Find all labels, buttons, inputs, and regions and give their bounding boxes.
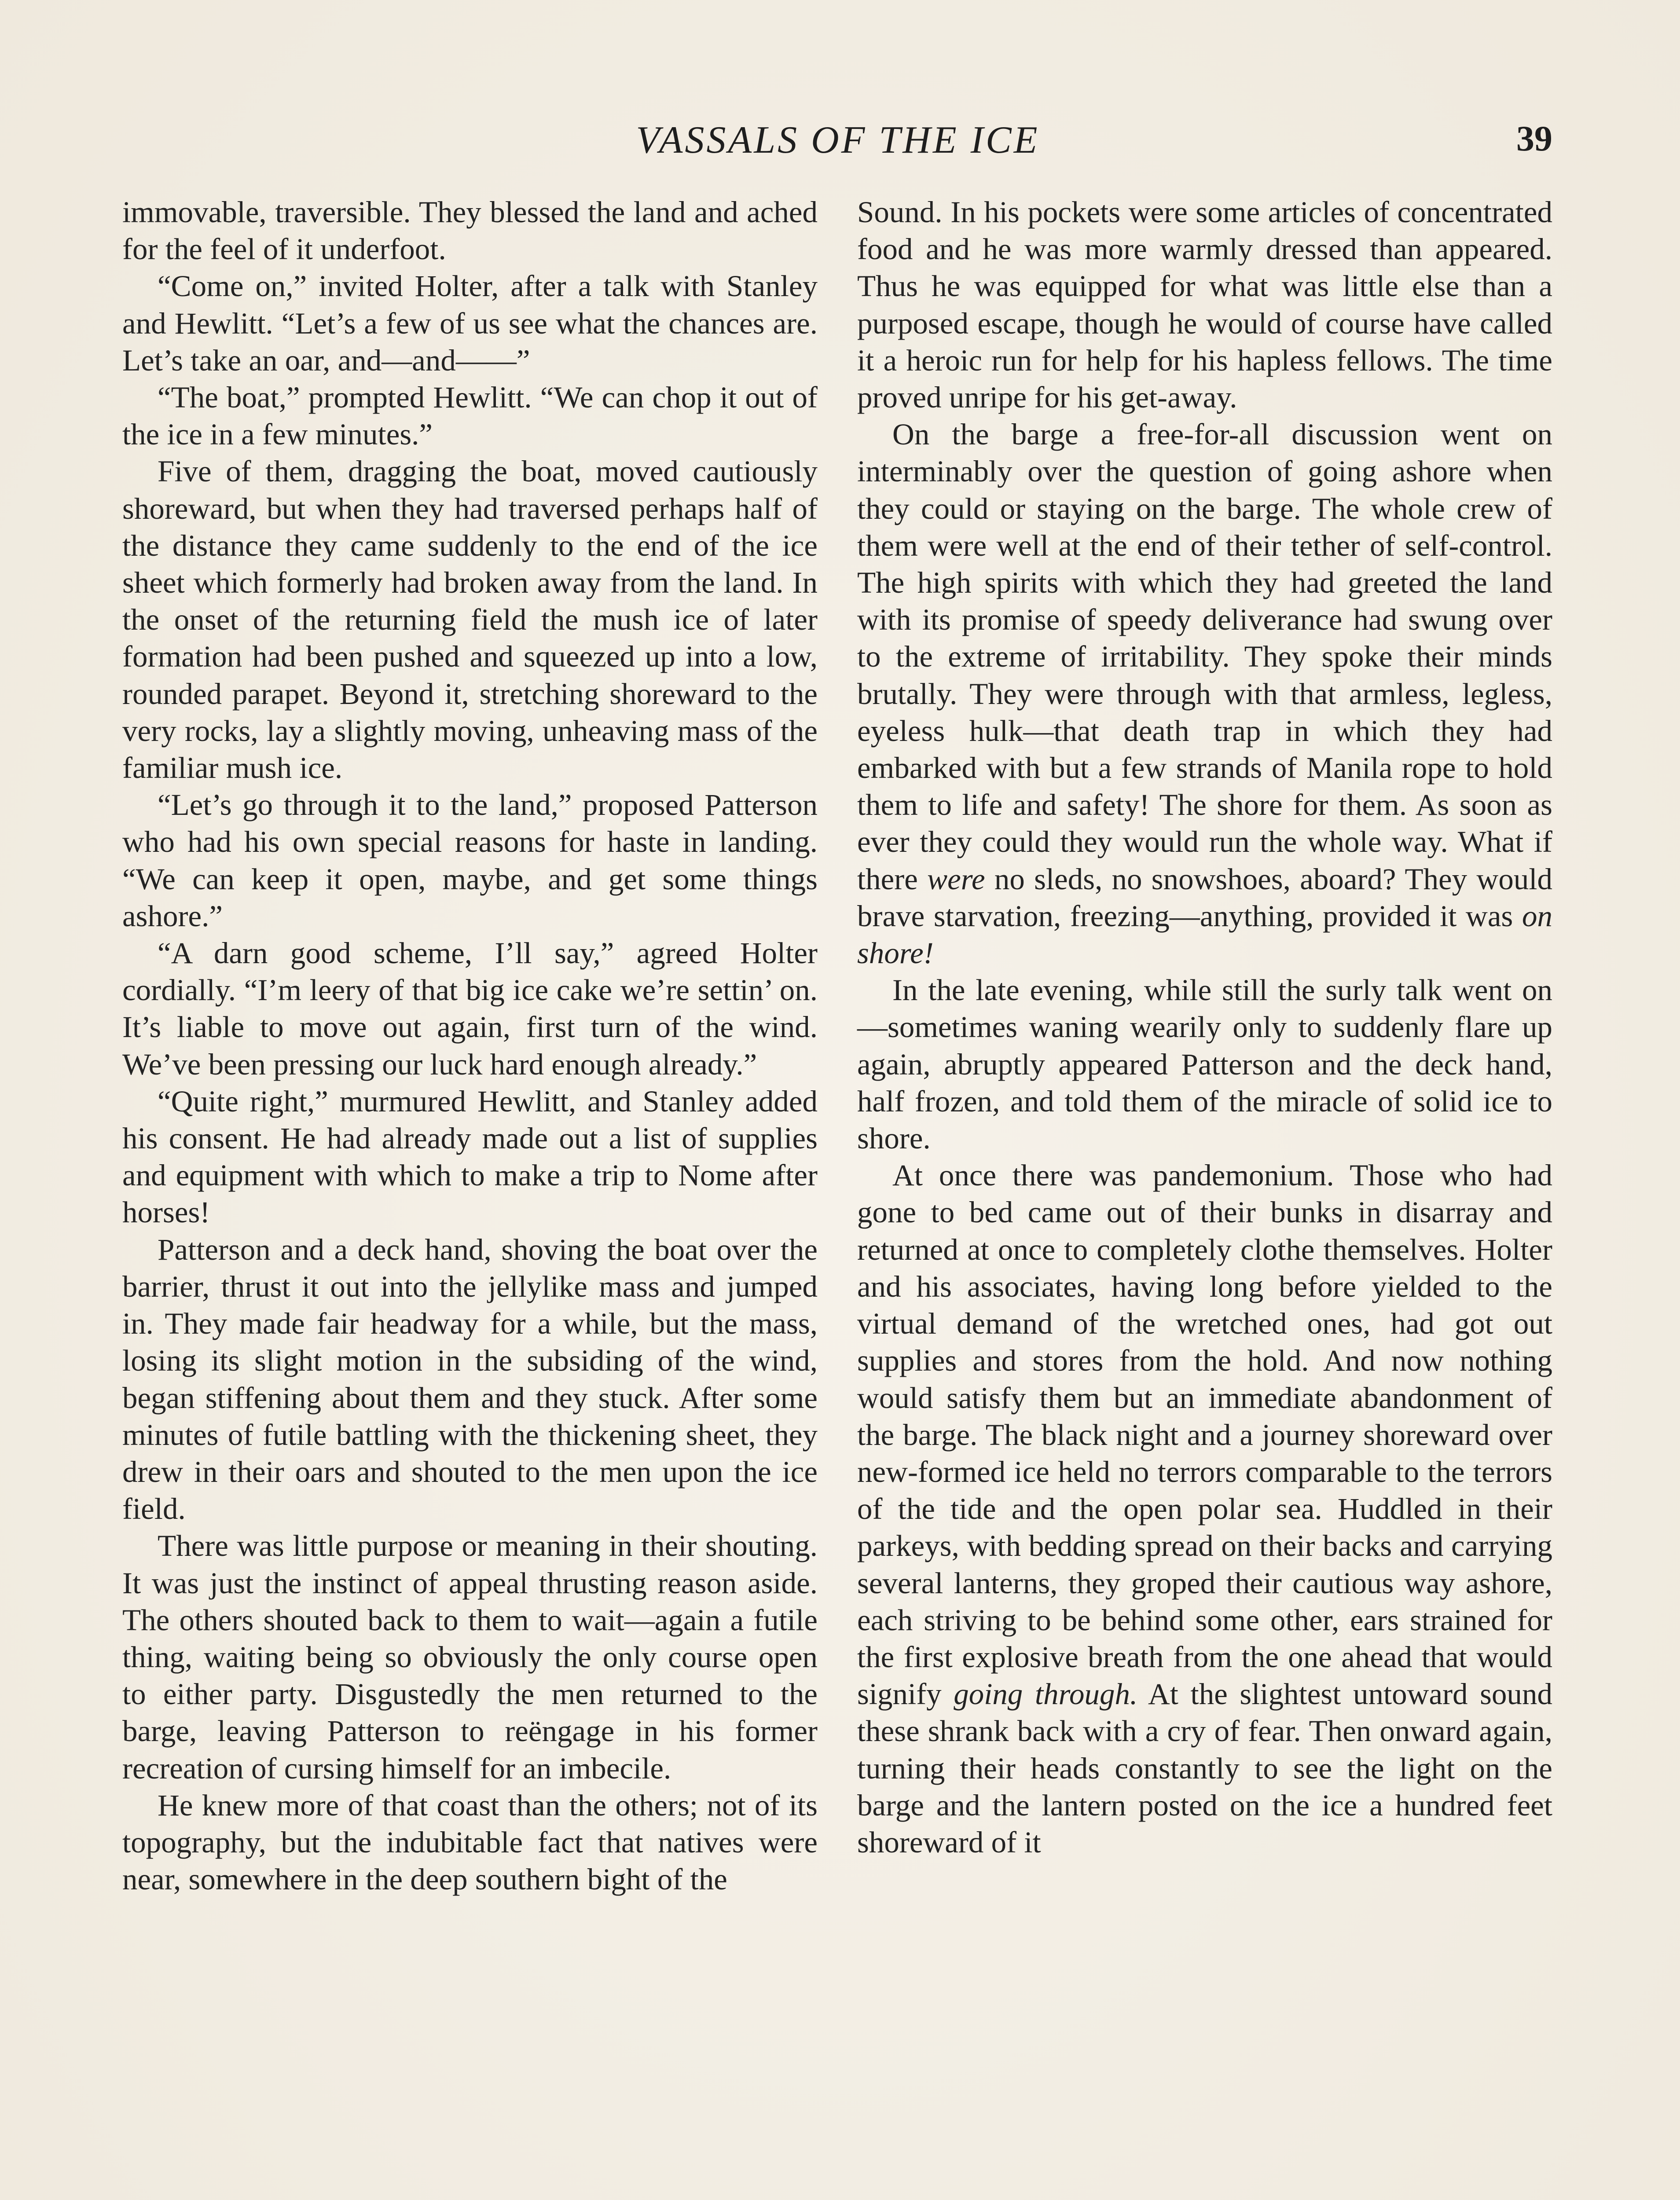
paragraph: Patterson and a deck hand, shoving the boat over the barrier, thrust it out into the jellylike mass and jumped in. They made fair headway for a while, but the mass, losing its slight motion in the subsiding of the wind, began stiffening about them and they stuck. After some minutes of futile battling with the thickening sheet, they drew in their oars and shouted to the men upon the ice field. bbox=[122, 1232, 818, 1526]
paragraph-text: no sleds, no snowshoes, aboard? They would brave starvation, freezing—anything, provided it was bbox=[857, 862, 1552, 933]
emphasis-text: were bbox=[927, 862, 985, 896]
paragraph: “Let’s go through it to the land,” proposed Patterson who had his own special reasons for haste in landing. “We can keep it open, maybe, and get some things ashore.” bbox=[122, 788, 818, 933]
paragraph: immovable, traversible. They blessed the land and ached for the feel of it underfoot. bbox=[122, 195, 818, 266]
paragraph: “A darn good scheme, I’ll say,” agreed Holter cordially. “I’m leery of that big ice cake we’re settin’ on. It’s liable to move out again, first turn of the wind. We’ve been pressing our luck hard enough already.” bbox=[122, 936, 818, 1081]
paragraph: In the late evening, while still the surly talk went on—sometimes waning wearily only to suddenly flare up again, abruptly appeared Patterson and the deck hand, half frozen, and told them of the miracle of solid ice to shore. bbox=[857, 973, 1552, 1155]
paragraph bbox=[857, 416, 1552, 972]
text-columns bbox=[122, 194, 1552, 2200]
paragraph-text: On the barge a free-for-all discussion went on interminably over the question of going ashore when they could or staying on the barge. The whole crew of them were well at the end of their tether of self-control. The high spirits with which they had greeted the land with its promise of speedy deliverance had swung over to the extreme of irritability. They spoke their minds brutally. They were through with that armless, legless, eyeless hulk—that death trap in which they had embarked with but a few strands of Manila rope to hold them to life and safety! The shore for them. As soon as ever they could they would run the whole way. What if there bbox=[857, 418, 1552, 896]
paragraph: Five of them, dragging the boat, moved cautiously shoreward, but when they had traversed perhaps half of the distance they came suddenly to the end of the ice sheet which formerly had broken away from the land. In the onset of the returning field the mush ice of later formation had been pushed and squeezed up into a low, rounded parapet. Beyond it, stretching shoreward to the very rocks, lay a slightly moving, unheaving mass of the familiar mush ice. bbox=[122, 455, 818, 785]
paragraph: “Quite right,” murmured Hewlitt, and Stanley added his consent. He had already made out a list of supplies and equipment with which to make a trip to Nome after horses! bbox=[122, 1084, 818, 1229]
paragraph-text: At the slightest untoward sound these shrank back with a cry of fear. Then onward again, turning their heads constantly to see the light on the barge and the lantern posted on the ice a hundred feet shoreward of it bbox=[857, 1677, 1552, 1859]
emphasis-text: going through. bbox=[954, 1677, 1138, 1711]
page-header bbox=[123, 118, 1552, 166]
paragraph: He knew more of that coast than the others; not of its topography, but the indubitable fact that natives were near, somewhere in the deep southern bight of the bbox=[122, 1788, 818, 1896]
page-number: 39 bbox=[1516, 118, 1552, 158]
paragraph: There was little purpose or meaning in their shouting. It was just the instinct of appeal thrusting reason aside. The others shouted back to them to wait—again a futile thing, waiting being so obviously the only course open to either party. Disgustedly the men returned to the barge, leaving Patterson to reëngage in his former recreation of cursing himself for an imbecile. bbox=[122, 1529, 818, 1785]
emphasis-text: on shore! bbox=[857, 899, 1552, 970]
paragraph bbox=[857, 1157, 1552, 1861]
running-title: VASSALS OF THE ICE bbox=[636, 119, 1040, 161]
right-column bbox=[857, 194, 1552, 2200]
left-column bbox=[122, 194, 818, 2200]
paragraph: “The boat,” prompted Hewlitt. “We can chop it out of the ice in a few minutes.” bbox=[122, 381, 818, 451]
paragraph-text: At once there was pandemonium. Those who had gone to bed came out of their bunks in disarray and returned at once to completely clothe themselves. Holter and his associates, having long before yielded to the virtual demand of the wretched ones, had got out supplies and stores from the hold. And now nothing would satisfy them but an immediate abandonment of the barge. The black night and a journey shoreward over new-formed ice held no terrors comparable to the terrors of the tide and the open polar sea. Huddled in their parkeys, with bedding spread on their backs and carrying several lanterns, they groped their cautious way ashore, each striving to be behind some other, ears strained for the first explosive breath from the one ahead that would signify bbox=[857, 1159, 1552, 1711]
paragraph: “Come on,” invited Holter, after a talk with Stanley and Hewlitt. “Let’s a few of us see what the chances are. Let’s take an oar, and—and——” bbox=[122, 269, 818, 377]
paragraph: Sound. In his pockets were some articles of concentrated food and he was more warmly dressed than appeared. Thus he was equipped for what was little else than a purposed escape, though he would of course have called it a heroic run for help for his hapless fellows. The time proved unripe for his get-away. bbox=[857, 195, 1552, 414]
